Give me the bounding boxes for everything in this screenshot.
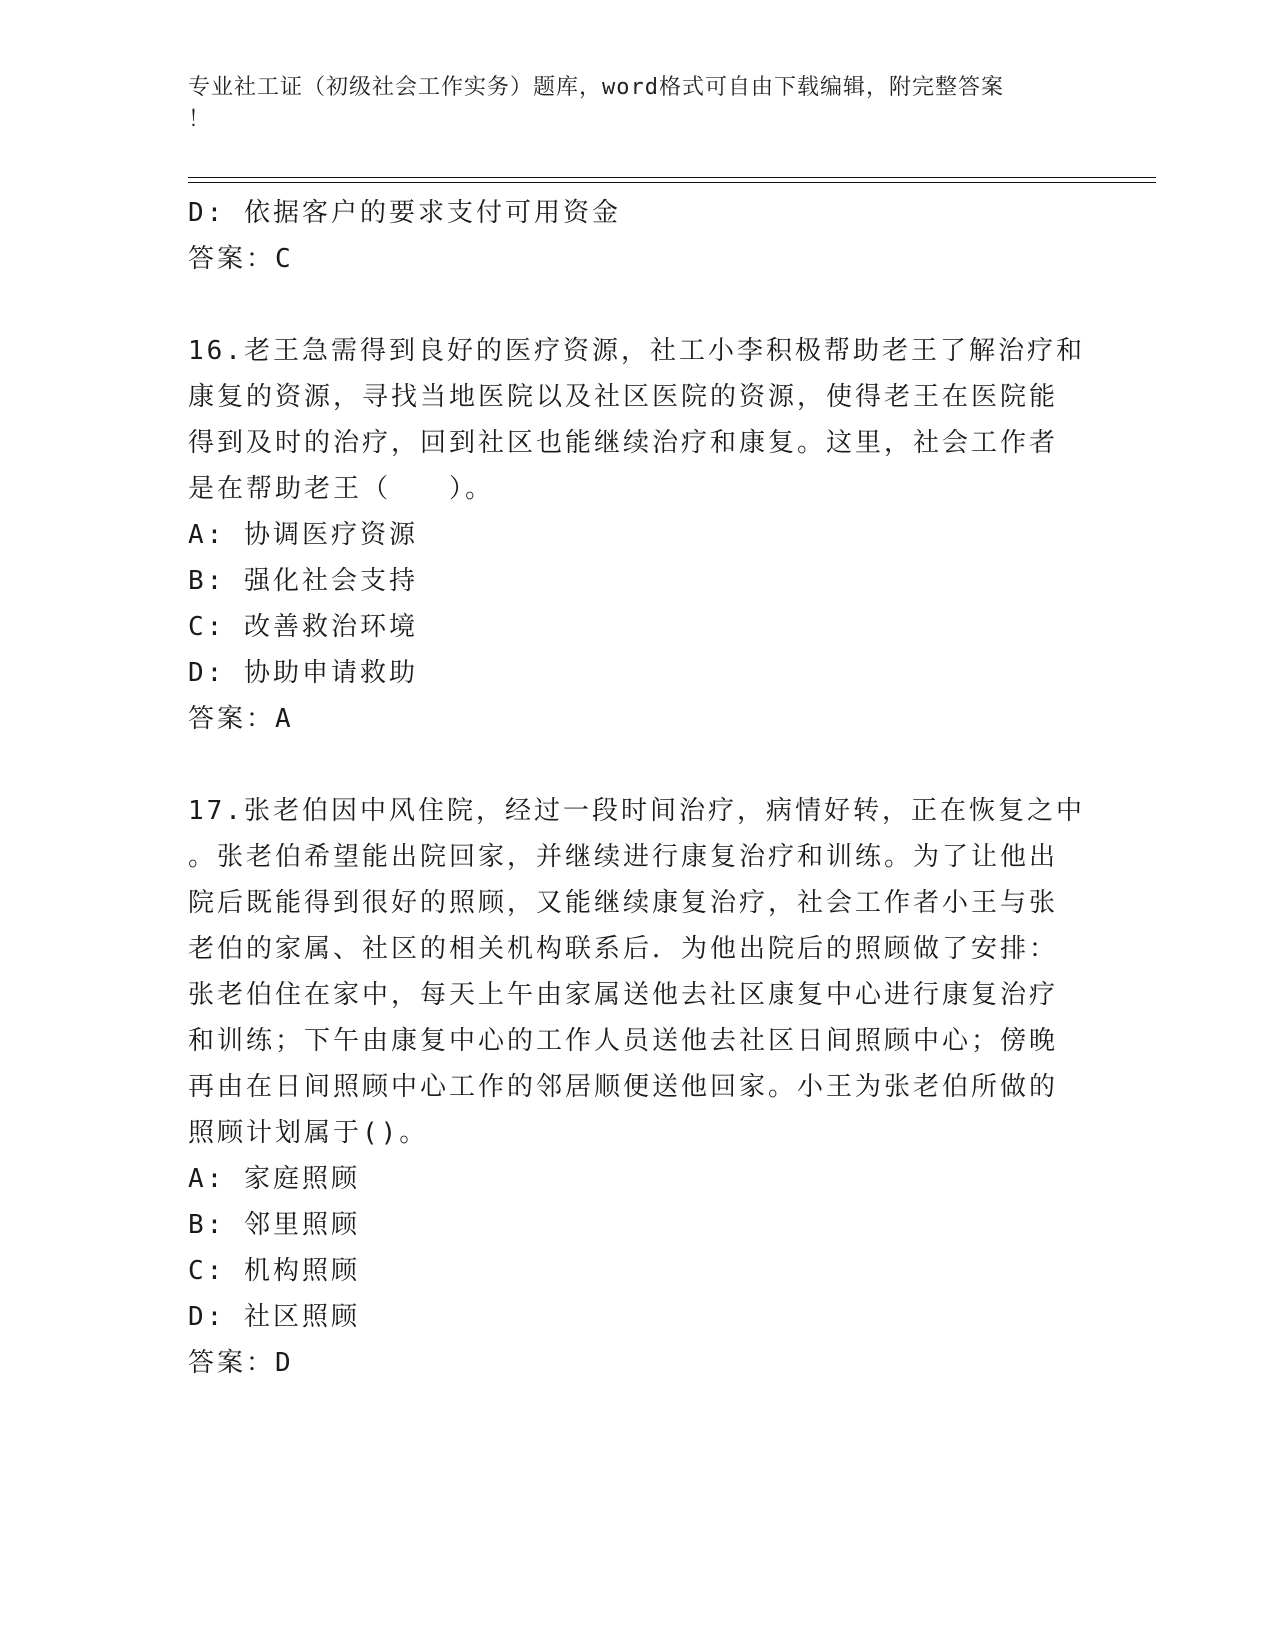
question-17-option-a: A: 家庭照顾	[188, 1164, 360, 1194]
question-16-line: 是在帮助老王（ ）。	[188, 474, 495, 504]
question-17-line: 再由在日间照顾中心工作的邻居顺便送他回家。小王为张老伯所做的	[188, 1072, 1059, 1102]
question-16-option-d: D: 协助申请救助	[188, 658, 418, 688]
header-divider-bottom	[188, 182, 1156, 183]
question-17	[188, 788, 1085, 1386]
question-17-line: 院后既能得到很好的照顾，又能继续康复治疗，社会工作者小王与张	[188, 888, 1059, 918]
question-17-line: 和训练；下午由康复中心的工作人员送他去社区日间照顾中心；傍晚	[188, 1026, 1059, 1056]
question-16-option-c: C: 改善救治环境	[188, 612, 418, 642]
question-17-line: 老伯的家属、社区的相关机构联系后．为他出院后的照顾做了安排：	[188, 934, 1059, 964]
question-17-option-b: B: 邻里照顾	[188, 1210, 360, 1240]
document-body	[188, 190, 1085, 1386]
question-17-line: 张老伯住在家中，每天上午由家属送他去社区康复中心进行康复治疗	[188, 980, 1059, 1010]
question-16	[188, 328, 1085, 742]
header-title-line1: 专业社工证（初级社会工作实务）题库，word格式可自由下载编辑，附完整答案	[188, 75, 1004, 100]
spacer	[188, 742, 1078, 788]
question-16-option-a: A: 协调医疗资源	[188, 520, 418, 550]
question-16-option-b: B: 强化社会支持	[188, 566, 418, 596]
question-16-line: 16.老王急需得到良好的医疗资源，社工小李积极帮助老王了解治疗和	[188, 336, 1085, 366]
question-17-line: 17.张老伯因中风住院，经过一段时间治疗，病情好转，正在恢复之中	[188, 796, 1085, 826]
question-16-line: 得到及时的治疗，回到社区也能继续治疗和康复。这里，社会工作者	[188, 428, 1059, 458]
question-17-option-d: D: 社区照顾	[188, 1302, 360, 1332]
question-17-answer: 答案：D	[188, 1348, 294, 1378]
question-17-option-c: C: 机构照顾	[188, 1256, 360, 1286]
question-17-line: 照顾计划属于()。	[188, 1118, 429, 1148]
question-16-answer: 答案：A	[188, 704, 294, 734]
prev-answer: 答案：C	[188, 244, 294, 274]
question-16-line: 康复的资源，寻找当地医院以及社区医院的资源，使得老王在医院能	[188, 382, 1059, 412]
document-header	[188, 72, 1068, 136]
prev-option-d: D: 依据客户的要求支付可用资金	[188, 198, 621, 228]
header-title-line2: ！	[188, 107, 212, 132]
question-17-line: 。张老伯希望能出院回家，并继续进行康复治疗和训练。为了让他出	[188, 842, 1059, 872]
spacer	[188, 282, 1078, 328]
header-divider-top	[188, 177, 1156, 178]
